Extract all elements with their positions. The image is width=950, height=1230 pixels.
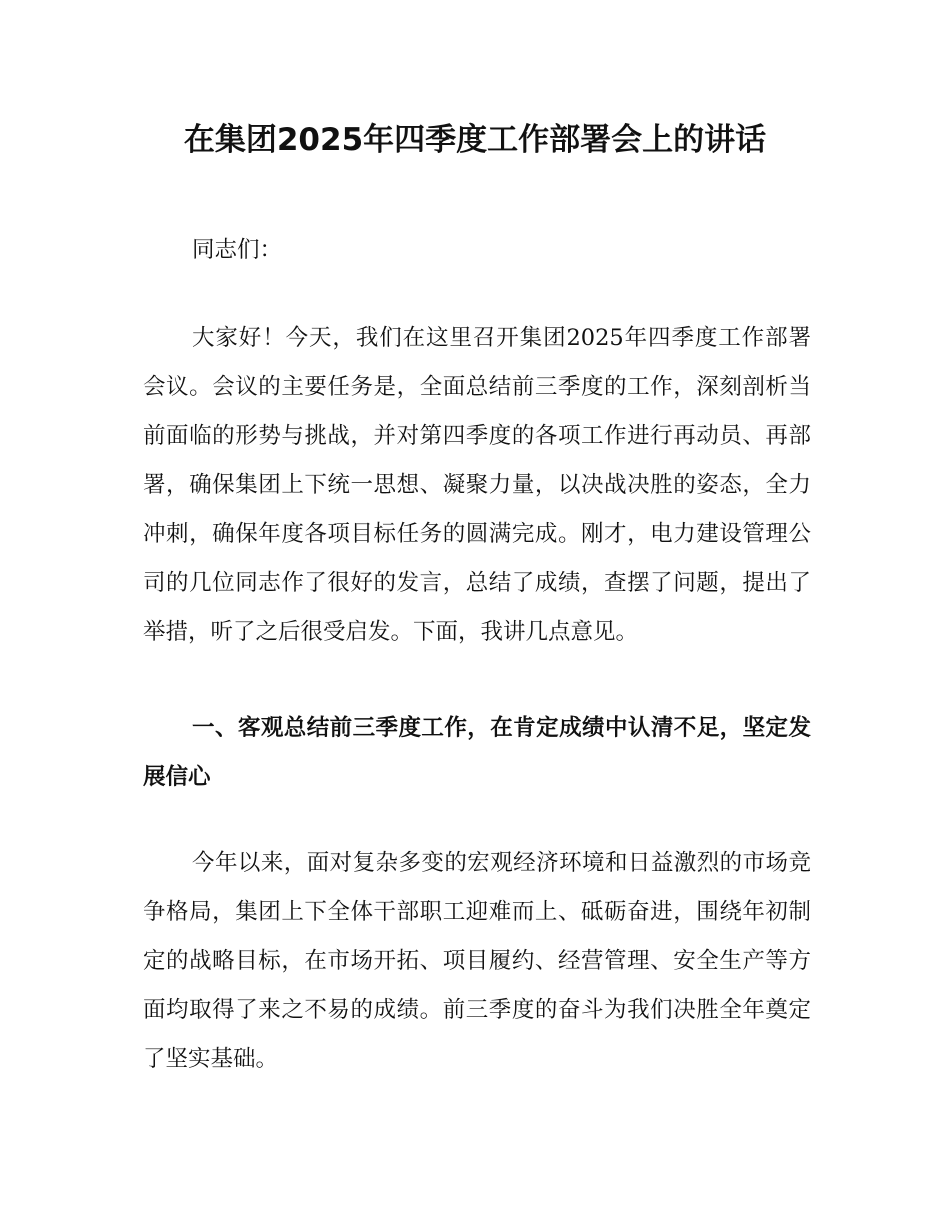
salutation: 同志们： — [192, 237, 283, 263]
opening-paragraph: 大家好！今天，我们在这里召开集团2025年四季度工作部署会议。会议的主要任务是，全面总结前三季度的工作，深刻剖析当前面临的形势与挑战，并对第四季度的各项工作进行再动员、再部署，确保集团上下统一思想、凝聚力量，以决战决胜的姿态，全力冲刺，确保年度各项目标任务的圆满完成。刚才，电力建设管理公司的几位同志作了很好的发言，总结了成绩，查摆了问题，提出了举措，听了之后很受启发。下面，我讲几点意见。 — [143, 325, 811, 645]
section-heading-1: 一、客观总结前三季度工作，在肯定成绩中认清不足，坚定发展信心 — [143, 715, 811, 790]
section-paragraph-1: 今年以来，面对复杂多变的宏观经济环境和日益激烈的市场竞争格局，集团上下全体干部职工迎难而上、砥砺奋进，围绕年初制定的战略目标，在市场开拓、项目履约、经营管理、安全生产等方面均取得了来之不易的成绩。前三季度的奋斗为我们决胜全年奠定了坚实基础。 — [143, 850, 811, 1072]
document-title: 在集团2025年四季度工作部署会上的讲话 — [183, 122, 767, 158]
